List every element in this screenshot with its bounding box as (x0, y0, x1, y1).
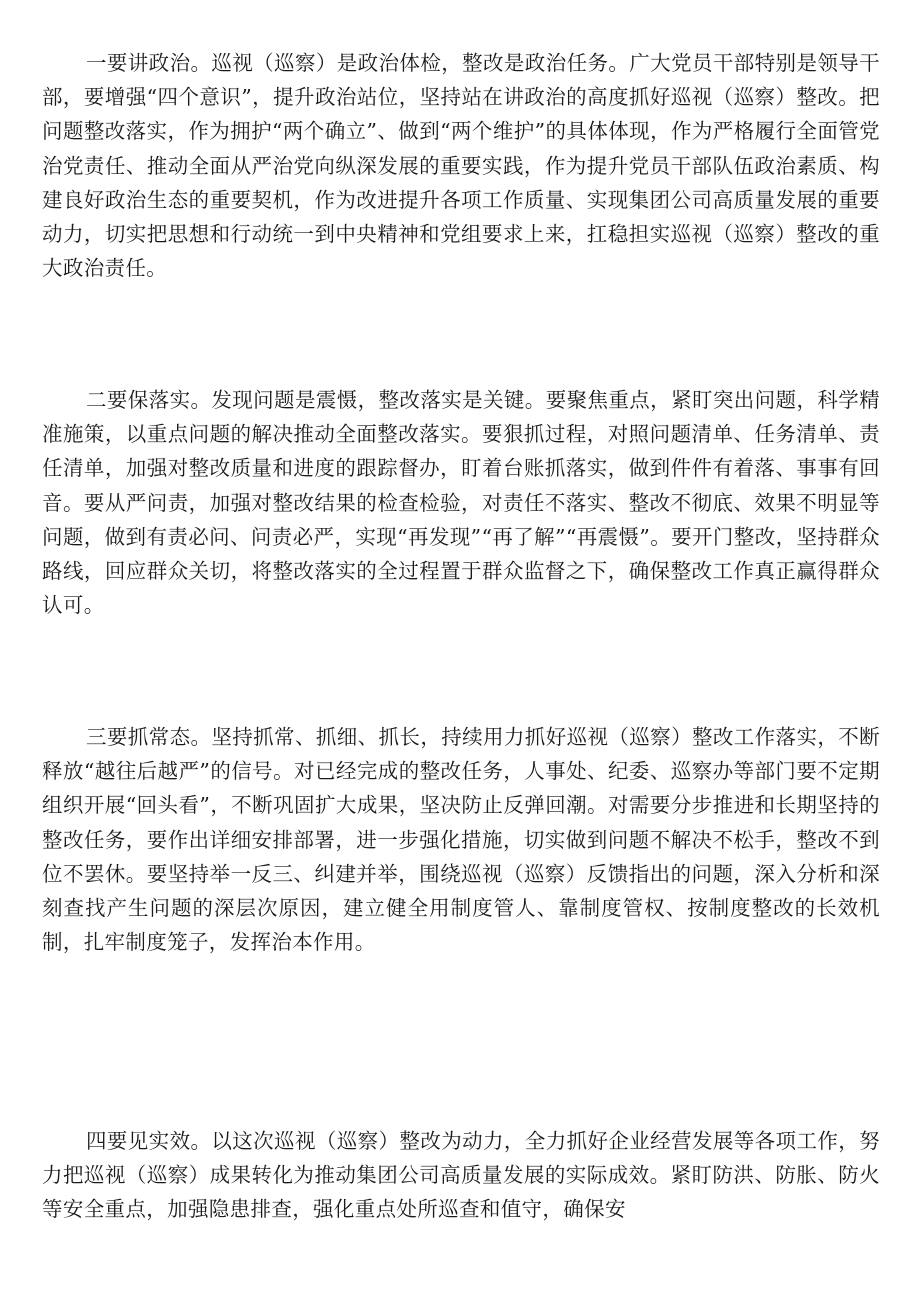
paragraph-3: 三要抓常态。坚持抓常、抓细、抓长，持续用力抓好巡视（巡察）整改工作落实，不断释放“越往后越严”的信号。对已经完成的整改任务，人事处、纪委、巡察办等部门要不定期组织开展“回头看”，不断巩固扩大成果，坚决防止反弹回潮。对需要分步推进和长期坚持的整改任务，要作出详细安排部署，进一步强化措施，切实做到问题不解决不松手，整改不到位不罢休。要坚持举一反三、纠建并举，围绕巡视（巡察）反馈指出的问题，深入分析和深刻查找产生问题的深层次原因，建立健全用制度管人、靠制度管权、按制度整改的长效机制，扎牢制度笼子，发挥治本作用。 (42, 725, 880, 955)
paragraph-4: 四要见实效。以这次巡视（巡察）整改为动力，全力抓好企业经营发展等各项工作，努力把巡视（巡察）成果转化为推动集团公司高质量发展的实际成效。紧盯防洪、防胀、防火等安全重点，加强隐患排查，强化重点处所巡查和值守，确保安 (42, 1129, 880, 1222)
paragraph-2: 二要保落实。发现问题是震慑，整改落实是关键。要聚焦重点，紧盯突出问题，科学精准施策，以重点问题的解决推动全面整改落实。要狠抓过程，对照问题清单、任务清单、责任清单，加强对整改质量和进度的跟踪督办，盯着台账抓落实，做到件件有着落、事事有回音。要从严问责，加强对整改结果的检查检验，对责任不落实、整改不彻底、效果不明显等问题，做到有责必问、问责必严，实现“再发现”“再了解”“再震慑”。要开门整改，坚持群众路线，回应群众关切，将整改落实的全过程置于群众监督之下，确保整改工作真正赢得群众认可。 (42, 388, 880, 618)
paragraph-1: 一要讲政治。巡视（巡察）是政治体检，整改是政治任务。广大党员干部特别是领导干部，要增强“四个意识”，提升政治站位，坚持站在讲政治的高度抓好巡视（巡察）整改。把问题整改落实，作为拥护“两个确立”、做到“两个维护”的具体体现，作为严格履行全面管党治党责任、推动全面从严治党向纵深发展的重要实践，作为提升党员干部队伍政治素质、构建良好政治生态的重要契机，作为改进提升各项工作质量、实现集团公司高质量发展的重要动力，切实把思想和行动统一到中央精神和党组要求上来，扛稳担实巡视（巡察）整改的重大政治责任。 (42, 51, 880, 281)
